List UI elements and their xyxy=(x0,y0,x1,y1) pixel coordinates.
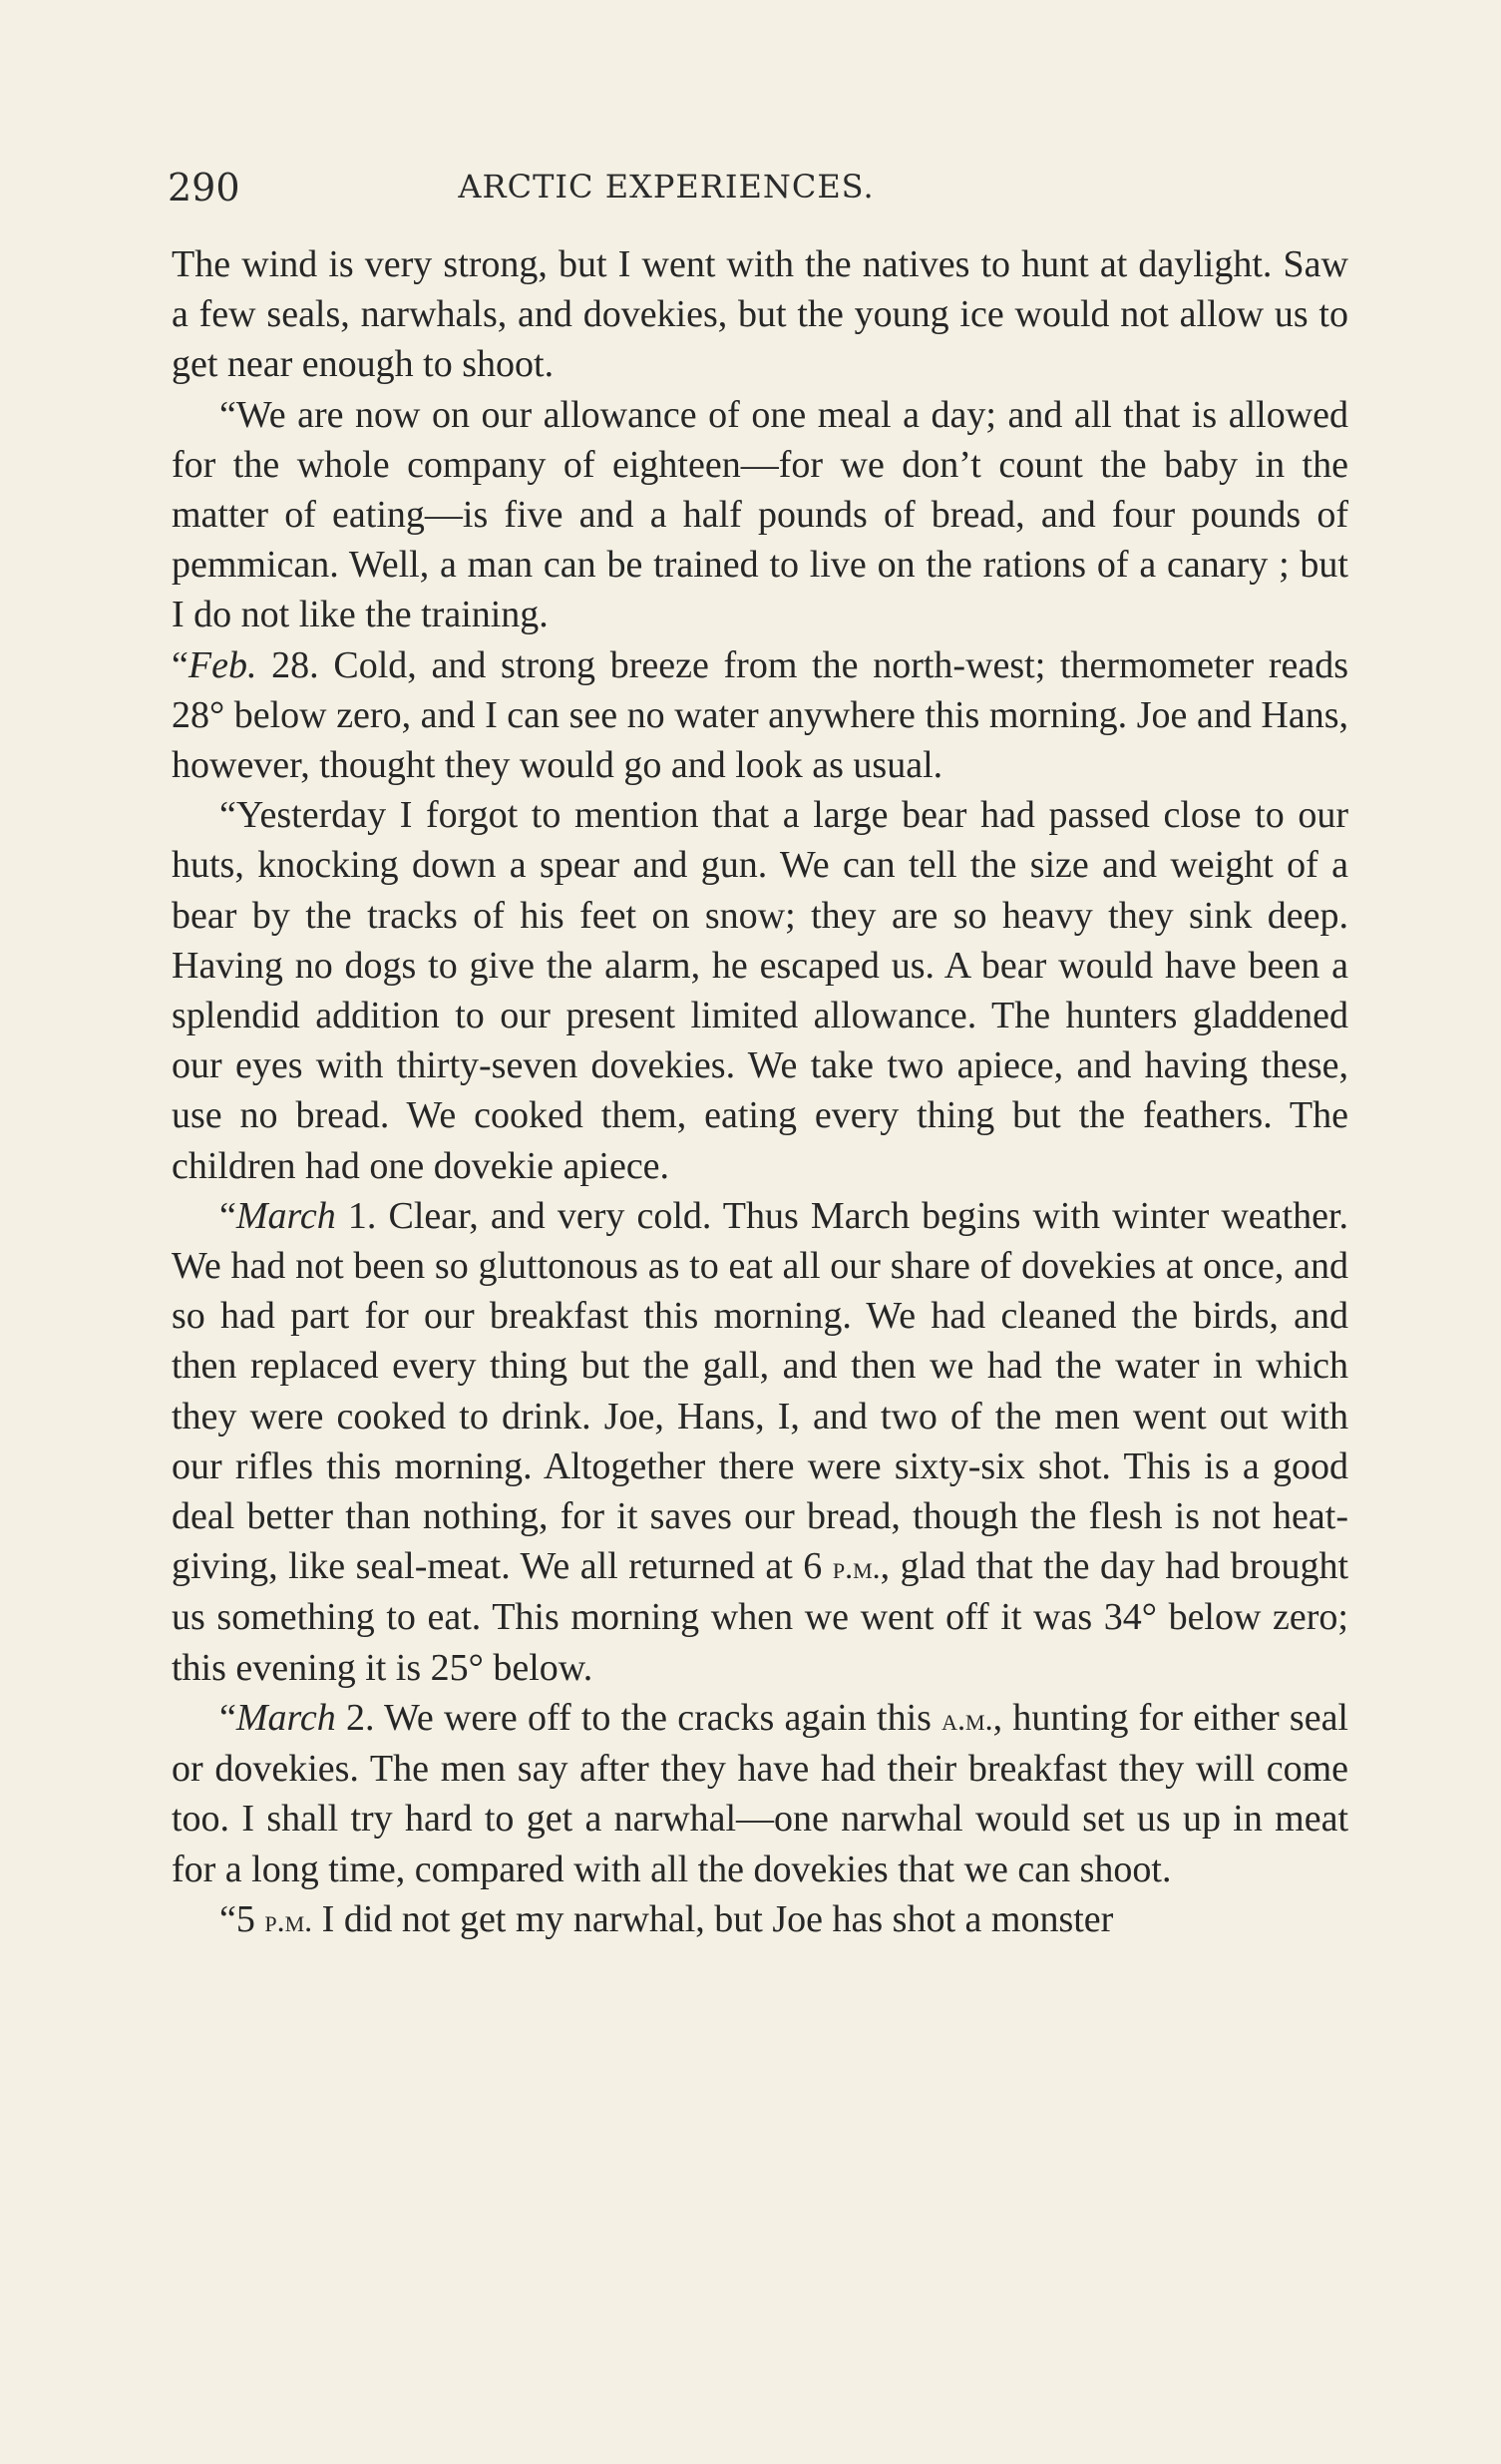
paragraph-text: I did not get my narwhal, but Joe has shot a monster xyxy=(312,1897,1114,1940)
paragraph-5 xyxy=(172,1191,1348,1693)
open-quote: “ xyxy=(219,1194,236,1237)
paragraph-text: The wind is very strong, but I went with the natives to hunt at daylight. Saw a few seals, narwhals, and dovekies, but the young ice would not allow us to get near enough to shoot. xyxy=(172,243,1348,386)
open-quote: “ xyxy=(172,643,188,686)
paragraph-3 xyxy=(172,640,1348,791)
paragraph-text: 1. Clear, and very cold. Thus March begins with winter weather. We had not been so gluttonous as to eat all our share of dovekies at once, and so had part for our breakfast this morning. We had cleaned the birds, and then replaced every thing but the gall, and then we had the water in which they were cooked to drink. Joe, Hans, I, and two of the men went out with our rifles this morning. Altogether there were sixty-six shot. This is a good deal better than nothing, for it saves our bread, though the flesh is not heat-giving, like seal-meat. We all returned at 6 xyxy=(172,1194,1348,1588)
paragraph-text: “Yesterday I forgot to mention that a large bear had passed close to our huts, knocking down a spear and gun. We can tell the size and weight of a bear by the tracks of his feet on snow; they are so heavy they sink deep. Having no dogs to give the alarm, he escaped us. A bear would have been a splendid addition to our present limited allowance. The hunters gladdened our eyes with thirty-seven dovekies. We take two apiece, and having these, use no bread. We cooked them, eating every thing but the feathers. The children had one dovekie apiece. xyxy=(172,794,1348,1187)
paragraph-text: 2. We were off to the cracks again this xyxy=(335,1696,942,1739)
paragraph-6 xyxy=(172,1693,1348,1894)
time-mark: p.m. xyxy=(264,1901,313,1938)
paragraph-text-continued: , hunting for either seal or dovekies. The men say after they have had their breakfast they will come too. I shall try hard to get a narwhal—one narwhal would set us up in meat for a long time, compared with all the dovekies that we can shoot. xyxy=(172,1696,1348,1890)
entry-date: March xyxy=(235,1696,336,1739)
page-number: 290 xyxy=(168,166,240,209)
paragraph-text-continued: , glad that the day had brought us something to eat. This morning when we went off it was 34° below zero; this evening it is 25° below. xyxy=(172,1545,1348,1689)
entry-date: March xyxy=(235,1194,336,1237)
paragraph-4 xyxy=(172,790,1348,1191)
paragraph-text: 28. Cold, and strong breeze from the north-west; thermometer reads 28° below zero, and I can see no water anywhere this morning. Joe and Hans, however, thought they would go and look as usual. xyxy=(172,643,1348,787)
paragraph-text: “We are now on our allowance of one meal a day; and all that is allowed for the whole company of eighteen—for we don’t count the baby in the matter of eating—is five and a half pounds of bread, and four pounds of pemmican. Well, a man can be trained to live on the rations of a canary ; but I do not like the training. xyxy=(172,393,1348,636)
paragraph-1 xyxy=(172,239,1348,390)
body-text xyxy=(172,239,1348,1945)
running-head: ARCTIC EXPERIENCES. xyxy=(458,168,875,205)
paragraph-7 xyxy=(172,1894,1348,1945)
time-mark: p.m. xyxy=(832,1549,881,1586)
paragraph-2 xyxy=(172,390,1348,640)
open-quote: “5 xyxy=(219,1897,265,1940)
entry-date: Feb. xyxy=(188,643,257,686)
time-mark: a.m. xyxy=(941,1700,993,1737)
open-quote: “ xyxy=(219,1696,236,1739)
page-header xyxy=(168,158,1344,217)
